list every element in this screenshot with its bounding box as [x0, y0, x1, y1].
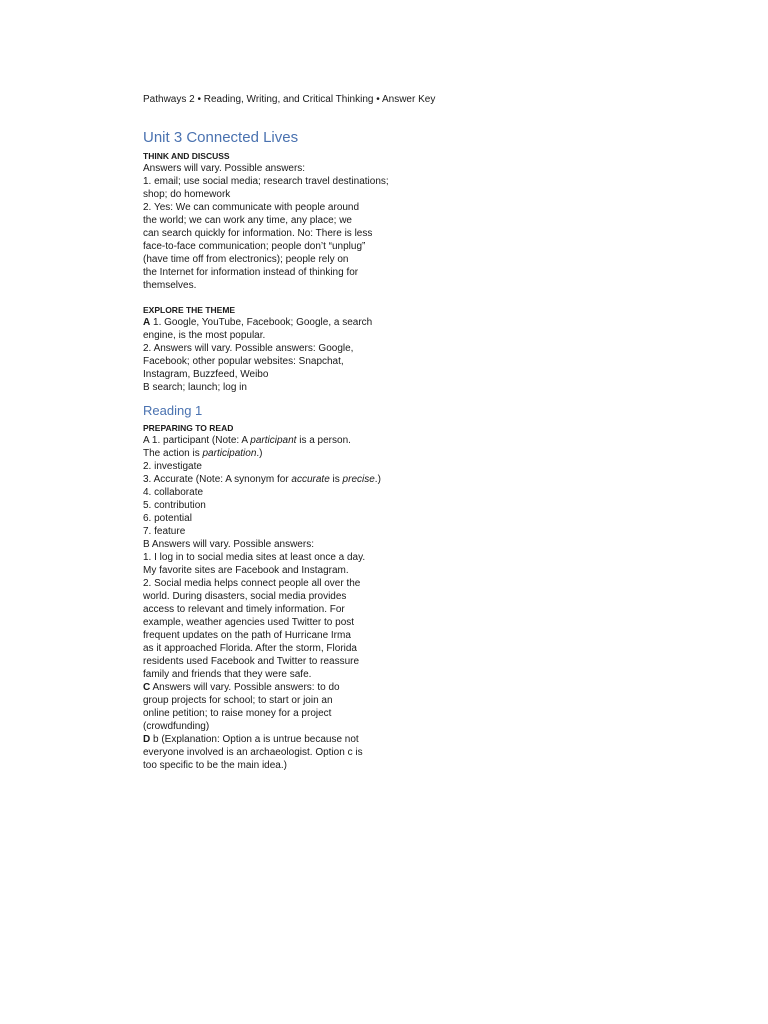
- answer-line: B search; launch; log in: [143, 382, 247, 393]
- reading-1-answers: [143, 434, 563, 772]
- answer-line: themselves.: [143, 280, 197, 291]
- answer-text: is: [329, 474, 343, 485]
- answer-text: .): [374, 474, 381, 485]
- answer-text: .): [256, 448, 263, 459]
- emphasis-text: precise: [342, 474, 375, 485]
- answer-line: 5. contribution: [143, 500, 206, 511]
- answer-line: residents used Facebook and Twitter to reassure: [143, 656, 360, 667]
- answer-line: group projects for school; to start or join an: [143, 695, 333, 706]
- answer-text: 1. Google, YouTube, Facebook; Google, a search: [150, 317, 373, 328]
- answer-line: B Answers will vary. Possible answers:: [143, 539, 314, 550]
- answer-line: can search quickly for information. No: There is less: [143, 228, 373, 239]
- answer-text: 3. Accurate (Note: A synonym for: [143, 474, 292, 485]
- answer-line: Facebook; other popular websites: Snapchat,: [143, 356, 344, 367]
- answer-line: [143, 447, 563, 460]
- answer-line: 1. email; use social media; research travel destinations;: [143, 176, 389, 187]
- preparing-to-read-heading: PREPARING TO READ: [143, 423, 234, 433]
- answer-line: Answers will vary. Possible answers:: [143, 163, 306, 174]
- answer-line: family and friends that they were safe.: [143, 669, 312, 680]
- answer-line: frequent updates on the path of Hurricane Irma: [143, 630, 351, 641]
- emphasis-text: participation: [202, 448, 257, 459]
- explore-theme-answers: [143, 316, 563, 394]
- answer-text: is a person.: [296, 435, 351, 446]
- think-discuss-answers: [143, 162, 563, 292]
- answer-line: 2. Yes: We can communicate with people around: [143, 202, 360, 213]
- answer-label: A: [143, 317, 151, 328]
- emphasis-text: participant: [250, 435, 297, 446]
- answer-line: shop; do homework: [143, 189, 231, 200]
- answer-line: access to relevant and timely information. For: [143, 604, 345, 615]
- answer-line: the Internet for information instead of thinking for: [143, 267, 359, 278]
- answer-line: [143, 473, 563, 486]
- answer-line: (crowdfunding): [143, 721, 210, 732]
- answer-text: A 1. participant (Note: A: [143, 435, 251, 446]
- answer-text: Answers will vary. Possible answers: to do: [150, 682, 340, 693]
- answer-line: 1. I log in to social media sites at least once a day.: [143, 552, 366, 563]
- answer-line: example, weather agencies used Twitter to post: [143, 617, 355, 628]
- answer-line: as it approached Florida. After the storm, Florida: [143, 643, 357, 654]
- answer-line: world. During disasters, social media provides: [143, 591, 347, 602]
- answer-line: everyone involved is an archaeologist. Option c is: [143, 747, 363, 758]
- answer-label: D: [143, 734, 151, 745]
- answer-line: 2. investigate: [143, 461, 202, 472]
- answer-line: 6. potential: [143, 513, 192, 524]
- answer-line: engine, is the most popular.: [143, 330, 266, 341]
- emphasis-text: accurate: [291, 474, 330, 485]
- answer-line: 2. Answers will vary. Possible answers: Google,: [143, 343, 354, 354]
- explore-theme-heading: EXPLORE THE THEME: [143, 305, 236, 315]
- answer-line: 2. Social media helps connect people all over the: [143, 578, 361, 589]
- answer-line: [143, 681, 563, 694]
- answer-line: the world; we can work any time, any place; we: [143, 215, 352, 226]
- answer-line: [143, 316, 563, 329]
- answer-line: My favorite sites are Facebook and Instagram.: [143, 565, 349, 576]
- answer-line: [143, 733, 563, 746]
- document-header: Pathways 2 • Reading, Writing, and Critical Thinking • Answer Key: [143, 94, 436, 105]
- answer-line: face-to-face communication; people don’t “unplug”: [143, 241, 366, 252]
- unit-title: Unit 3 Connected Lives: [143, 129, 299, 146]
- answer-line: 7. feature: [143, 526, 186, 537]
- answer-line: (have time off from electronics); people rely on: [143, 254, 349, 265]
- answer-text: b (Explanation: Option a is untrue because not: [150, 734, 359, 745]
- answer-text: The action is: [143, 448, 203, 459]
- answer-line: Instagram, Buzzfeed, Weibo: [143, 369, 269, 380]
- answer-line: too specific to be the main idea.): [143, 760, 287, 771]
- answer-line: 4. collaborate: [143, 487, 204, 498]
- answer-line: online petition; to raise money for a project: [143, 708, 332, 719]
- answer-key-page: [143, 93, 563, 772]
- answer-line: [143, 434, 563, 447]
- answer-label: C: [143, 682, 151, 693]
- reading-1-title: Reading 1: [143, 403, 203, 418]
- think-discuss-heading: THINK AND DISCUSS: [143, 151, 230, 161]
